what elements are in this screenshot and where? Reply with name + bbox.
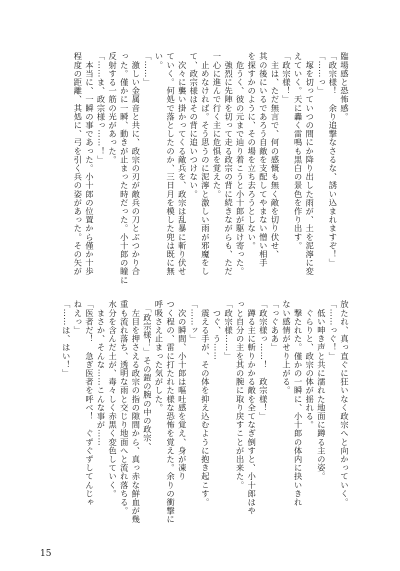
lower-text-block: 放たれ、真っ直ぐに狂いなく政宗へと向かっていく。 「……っぐ！」 低い呻き声と共に濡れた地面に蹲る主の姿。 ぐらりと、政宗の体が揺れる。 撃たれた。僅かの一瞬に、小十郎の体内に抉いきれ ない感情がせり上がる。 「っぐああ」 「政宗様っ……！ 政宗様！」 蹲る主に斬りかかる敵を全てなぎ倒すと、小十郎はや っと自分の主を其の腕に取り戻すことが出来た。 「政宗様……」 つぐ、う…… 震える手が、その体を抑え込むように抱き起こす。 「……ッ」 次の瞬間、小十郎は嘔吐感を覚え、身が凍り つく程の、雷に打たれた様な恐怖を覚えた。余りの衝撃に 呼吸さえ止まった気がした。 「政宗様！」その鎧の腕の中の政宗、 左目を押さえる政宗の指の隙間から、真っ赤な鮮血が幾 重も流れ落ち、透明な雨と交じり地面へと流れ落ちる。 水分を含んだ土が、毒々しく赤黒く変色していく。 まさか、そんな……こんな事が…… 「医者だ！ 急ぎ医者を呼べ！ ぐずぐずしてんじゃ ねえっ」 「……は、はい！」 <box>61 300 350 524</box>
upper-text-block: 臨場感と恐怖感。 「政宗様！ 余り追撃なさるな、誘い込まれますぞ！」 「……っ」 塚を切っていつの間にか降り出した雨が、土を泥濘に変 えていく。天に轟く雷鳴も黒白の景色を作り出す。 「政宗様！」 主は、ただ無言で、何の感慨も無く敵を切り伏せ、 其の後にいるであろう自敵を支配してやまない憎い相手 を探すかのように、その場を立ち去ろうとしない。 危うく、彼の元まで辿り着こうと小十郎が駆け寄った。 強烈に先陣を切って走る政宗の背に続きながらも、ただ 一心に進んで行く主に危惧を覚えた。 止めなければ。そう思うのに泥濘と激しい雨が邪魔をし て、政宗様はその背に追いつけない。 次々に襲い掛かってくる敵兵を、政宗は乱暴に斬り伏せ ていく。何処で落としたのか、三日月を模した兜は既に無 い。 「……」 激しい金属音と共に、政宗の刃が敵兵の刀とぶつかり合 った。僅かに一瞬、動きが止まった時だった。小十郎の瞳に 反射する一筋の光があった。 「……ま、政宗様っ……！」 本当に、一瞬の事であった。小十郎の位置から僅か十歩 程度の距離、其処に、弓を引く兵の姿があった。その矢が <box>73 52 350 285</box>
page-number: 15 <box>40 549 52 559</box>
